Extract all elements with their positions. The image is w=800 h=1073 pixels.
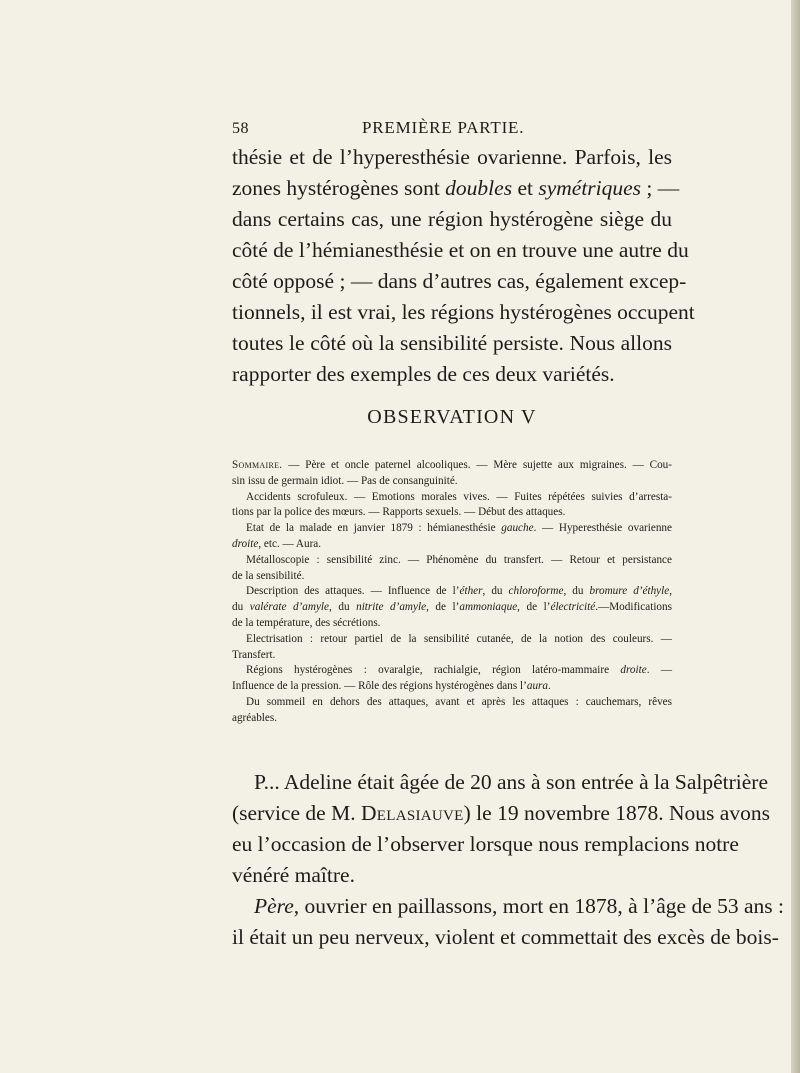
summary-label: Sommaire. [232,459,283,471]
summary-line: de la température, des sécrétions. [232,616,381,629]
summary-line: Etat de la malade en janvier 1879 : hémianesthésie gauche. — Hyperesthésie ovarienne [246,522,672,535]
summary-line: tions par la police des mœurs. — Rapports sexuels. — Début des attaques. [232,506,566,519]
running-head [232,118,672,144]
summary-block [232,458,672,727]
summary-line: Métalloscopie : sensibilité zinc. — Phénomène du transfert. — Retour et persistance [246,553,672,566]
physician-name: Delasiauve [360,801,464,825]
emphasis: doubles [445,176,513,200]
page-number: 58 [232,120,249,137]
text-line: vénéré maître. [232,863,355,887]
text-line: Père, ouvrier en paillassons, mort en 1878, à l’âge de 53 ans : [254,894,784,918]
summary-line: de la sensibilité. [232,569,305,582]
text-line: toutes le côté où la sensibilité persiste. Nous allons [232,331,672,355]
text-line: dans certains cas, une région hystérogène siège du [232,207,672,231]
summary-line: Accidents scrofuleux. — Emotions morales vives. — Fuites répétées suivies d’arresta- [246,490,672,503]
summary-line: Du sommeil en dehors des attaques, avant et après les attaques : cauchemars, rêves [246,695,672,708]
summary-line: Description des attaques. — Influence de l’éther, du chloroforme, du bromure d’éthyle, [246,585,673,598]
summary-line: Sommaire. — Père et oncle paternel alcooliques. — Mère sujette aux migraines. — Cou- [232,459,672,471]
text-line: eu l’occasion de l’observer lorsque nous remplacions notre [232,832,739,856]
paragraph-patient [232,767,770,891]
observation-heading: OBSERVATION V [367,406,537,428]
text-line: tionnels, il est vrai, les régions hystérogènes occupent [232,300,695,324]
summary-line: sin issu de germain idiot. — Pas de consanguinité. [232,474,458,487]
text-line: P... Adeline était âgée de 20 ans à son entrée à la Salpêtrière [254,770,769,794]
intro-paragraph [232,142,695,390]
text-line: thésie et de l’hyperesthésie ovarienne. Parfois, les [232,145,672,169]
text-line: (service de M. Delasiauve) le 19 novembre 1878. Nous avons [232,801,770,825]
summary-line: agréables. [232,711,278,724]
paragraph-father [232,891,784,953]
text-line: zones hystérogènes sont doubles et symétriques ; — [232,176,680,200]
summary-line: Electrisation : retour partiel de la sensibilité cutanée, de la notion des couleurs. — [246,632,672,645]
summary-line: droite, etc. — Aura. [232,537,322,550]
summary-line: Transfert. [232,648,276,661]
page-title: PREMIÈRE PARTIE. [362,118,525,137]
emphasis: symétriques [538,176,642,200]
text-line: rapporter des exemples de ces deux variétés. [232,362,615,386]
summary-line: du valérate d’amyle, du nitrite d’amyle, de l’ammoniaque, de l’électricité.—Modifications [232,601,672,614]
text-line: côté de l’hémianesthésie et on en trouve une autre du [232,238,689,262]
summary-line: Régions hystérogènes : ovaralgie, rachialgie, région latéro-mammaire droite. — [246,664,673,677]
page-edge [791,0,800,1073]
summary-line: Influence de la pression. — Rôle des régions hystérogènes dans l’aura. [232,680,551,693]
text-line: il était un peu nerveux, violent et commettait des excès de bois- [232,925,779,949]
text-line: côté opposé ; — dans d’autres cas, également excep- [232,269,687,293]
